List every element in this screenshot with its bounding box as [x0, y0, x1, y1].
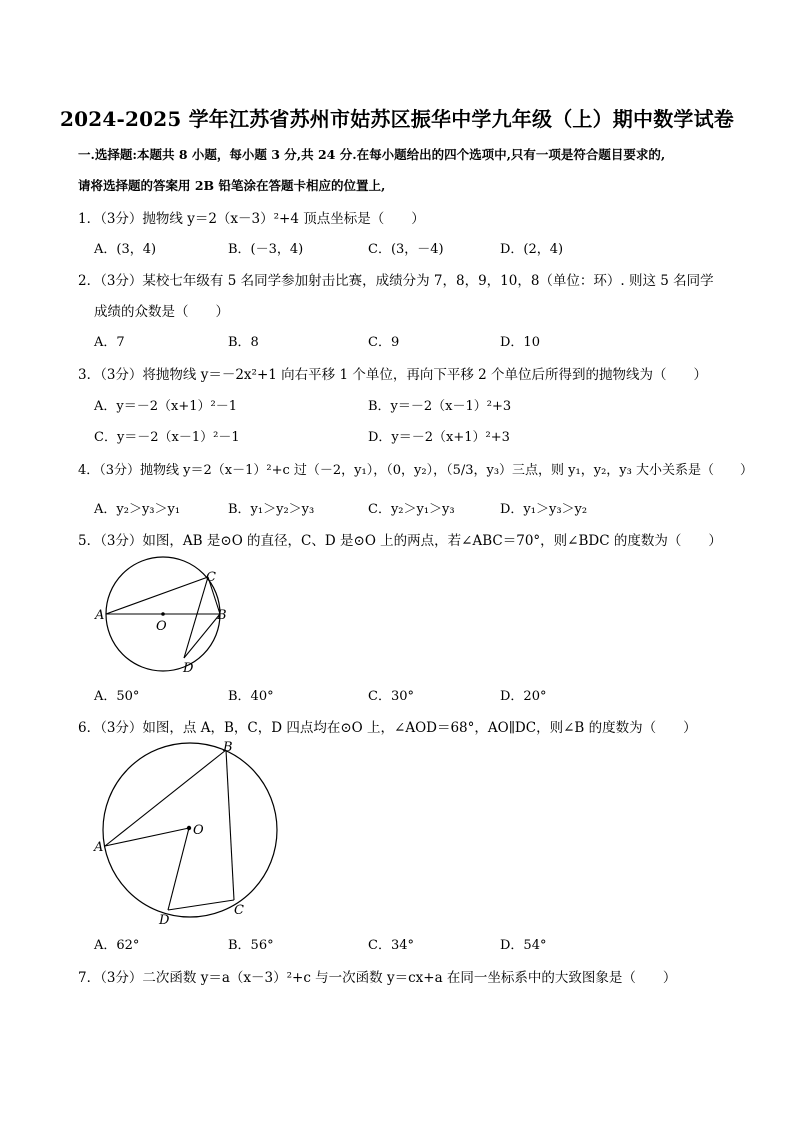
question-6-text: 6．（3分）如图，点 A，B，C，D 四点均在⊙O 上，∠AOD＝68°，AO∥DC，则∠B 的度数为（ ）: [78, 720, 697, 736]
q6-circle: [103, 743, 277, 917]
q5-center-point: [161, 612, 165, 616]
q4-option-c[interactable]: C．y₂＞y₁＞y₃: [368, 502, 455, 517]
q6-circle-figure: [88, 738, 288, 928]
q5-option-d[interactable]: D．20°: [500, 689, 547, 704]
q6-radius-oa: [105, 828, 189, 846]
question-1-text: 1．（3分）抛物线 y＝2（x－3）²+4 顶点坐标是（ ）: [78, 211, 425, 227]
question-7-text: 7．（3分）二次函数 y＝a（x－3）²+c 与一次函数 y＝cx+a 在同一坐标系中的大致图象是（ ）: [78, 970, 677, 986]
section-heading-line2: 请将选择题的答案用 2B 铅笔涂在答题卡相应的位置上,: [78, 178, 386, 193]
question-2-text-cont: 成绩的众数是（ ）: [94, 304, 229, 320]
q6-label-b: B: [223, 740, 233, 755]
q5-chord-ac: [106, 577, 208, 614]
q3-option-a[interactable]: A．y＝－2（x+1）²－1: [94, 399, 237, 414]
q6-option-c[interactable]: C．34°: [368, 938, 414, 953]
q6-chord-ab: [105, 750, 226, 846]
q4-option-d[interactable]: D．y₁＞y₃＞y₂: [500, 502, 588, 517]
q5-option-b[interactable]: B．40°: [228, 689, 274, 704]
q1-option-d[interactable]: D．(2，4): [500, 242, 564, 257]
question-2-text: 2．（3分）某校七年级有 5 名同学参加射击比赛，成绩分为 7，8，9，10，8（单位：环）. 则这 5 名同学: [78, 273, 714, 289]
q6-label-c: C: [234, 903, 244, 918]
q6-label-d: D: [159, 913, 170, 928]
q4-option-a[interactable]: A．y₂＞y₃＞y₁: [94, 502, 181, 517]
question-5-text: 5．（3分）如图，AB 是⊙O 的直径，C、D 是⊙O 上的两点，若∠ABC＝70°，则∠BDC 的度数为（ ）: [78, 533, 722, 549]
section-heading-line1: 一.选择题:本题共 8 小题，每小题 3 分,共 24 分.在每小题给出的四个选项中,只有一项是符合题目要求的,: [78, 147, 666, 162]
q6-option-a[interactable]: A．62°: [94, 938, 140, 953]
q6-chord-cd: [168, 900, 234, 910]
q3-option-d[interactable]: D．y＝－2（x+1）²+3: [368, 430, 510, 445]
q5-chord-cd: [184, 577, 208, 658]
q6-radius-od: [168, 828, 189, 910]
question-3-text: 3．（3分）将抛物线 y＝－2x²+1 向右平移 1 个单位，再向下平移 2 个单位后所得到的抛物线为（ ）: [78, 367, 707, 383]
q6-option-d[interactable]: D．54°: [500, 938, 547, 953]
q5-option-c[interactable]: C．30°: [368, 689, 414, 704]
q1-option-b[interactable]: B．(－3，4): [228, 242, 304, 257]
q6-option-b[interactable]: B．56°: [228, 938, 274, 953]
q5-option-a[interactable]: A．50°: [94, 689, 140, 704]
page-title: 2024-2025 学年江苏省苏州市姑苏区振华中学九年级（上）期中数学试卷: [60, 107, 734, 131]
q2-option-b[interactable]: B．8: [228, 335, 259, 350]
q3-option-b[interactable]: B．y＝－2（x－1）²+3: [368, 399, 512, 414]
q6-chord-bc: [226, 750, 234, 900]
q5-label-d: D: [183, 661, 194, 676]
q5-chord-bd: [184, 614, 220, 658]
q6-label-o: O: [193, 823, 204, 838]
q1-option-a[interactable]: A．(3，4): [94, 242, 157, 257]
q2-option-c[interactable]: C．9: [368, 335, 400, 350]
question-4-text: 4．（3分）抛物线 y＝2（x－1）²+c 过（－2，y₁），（0，y₂），（5/3，y₃）三点，则 y₁，y₂，y₃ 大小关系是（ ）: [78, 463, 753, 478]
q5-circle-figure: [88, 555, 238, 680]
q6-label-a: A: [94, 840, 104, 855]
q5-label-a: A: [95, 608, 105, 623]
q5-label-c: C: [206, 570, 216, 585]
q3-option-c[interactable]: C．y＝－2（x－1）²－1: [94, 430, 240, 445]
q2-option-a[interactable]: A．7: [94, 335, 125, 350]
q2-option-d[interactable]: D．10: [500, 335, 540, 350]
q5-label-b: B: [217, 608, 227, 623]
q5-label-o: O: [156, 619, 167, 634]
q6-center-point: [187, 826, 191, 830]
q4-option-b[interactable]: B．y₁＞y₂＞y₃: [228, 502, 315, 517]
q1-option-c[interactable]: C．(3，－4): [368, 242, 444, 257]
